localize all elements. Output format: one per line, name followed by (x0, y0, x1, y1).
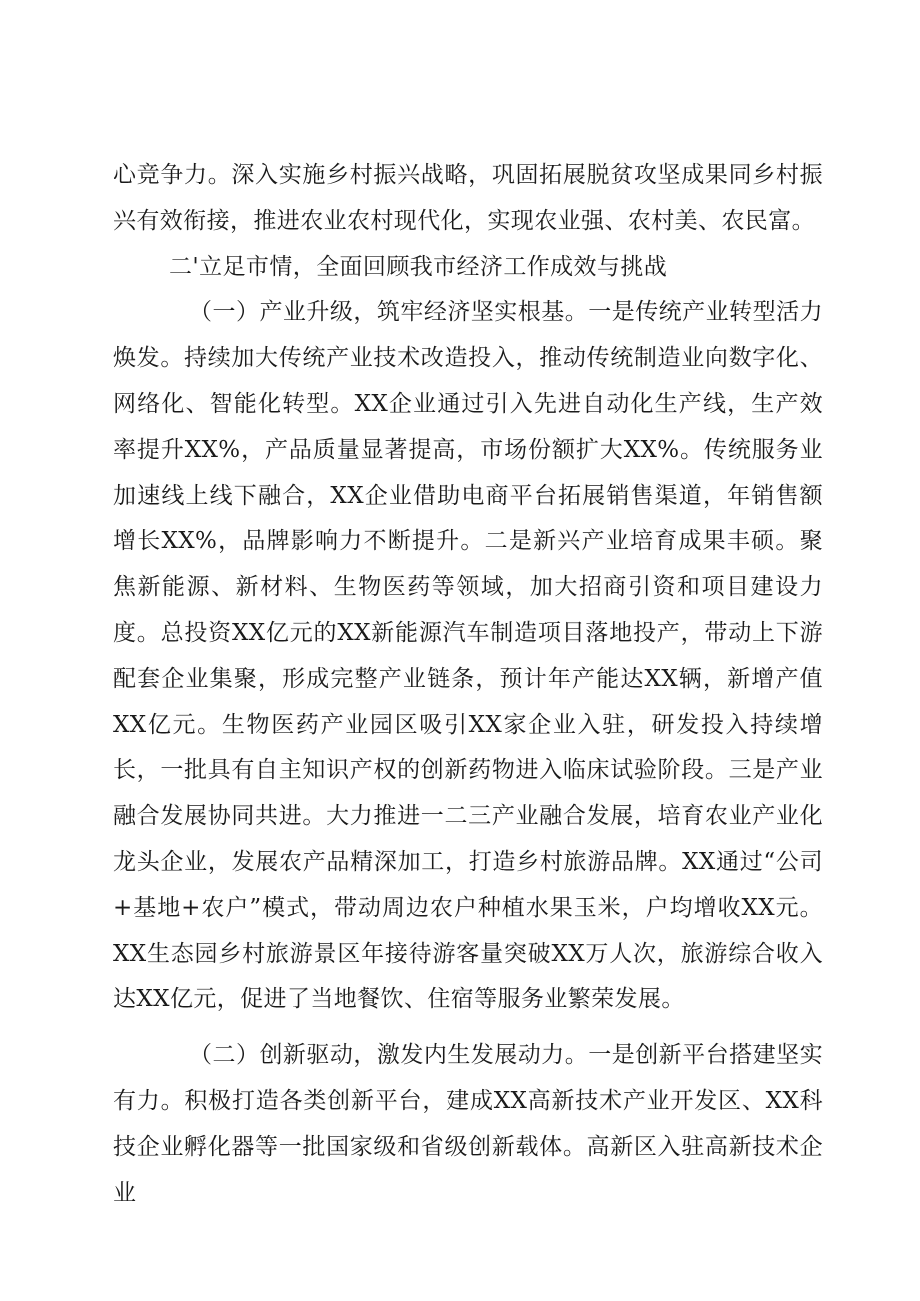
paragraph-continuation: 心竞争力。深入实施乡村振兴战略，巩固拓展脱贫攻坚成果同乡村振兴有效衔接，推进农业农村现代化，实现农业强、农村美、农民富。 (113, 162, 823, 234)
section-heading: 二'立足市情，全面回顾我市经济工作成效与挑战 (169, 253, 668, 280)
document-body (113, 153, 823, 1216)
paragraph-industry-upgrade: （一）产业升级，筑牢经济坚实根基。一是传统产业转型活力焕发。持续加大传统产业技术改造投入，推动传统制造业向数字化、网络化、智能化转型。XX企业通过引入先进自动化生产线，生产效率提升XX%，产品质量显著提高，市场份额扩大XX%。传统服务业加速线上线下融合，XX企业借助电商平台拓展销售渠道，年销售额增长XX%，品牌影响力不断提升。二是新兴产业培育成果丰硕。聚焦新能源、新材料、生物医药等领域，加大招商引资和项目建设力度。总投资XX亿元的XX新能源汽车制造项目落地投产，带动上下游配套企业集聚，形成完整产业链条，预计年产能达XX辆，新增产值XX亿元。生物医药产业园区吸引XX家企业入驻，研发投入持续增长，一批具有自主知识产权的创新药物进入临床试验阶段。三是产业融合发展协同共进。大力推进一二三产业融合发展，培育农业产业化龙头企业，发展农产品精深加工，打造乡村旅游品牌。XX通过“公司+基地+农户”模式，带动周边农户种植水果玉米，户均增收XX元。XX生态园乡村旅游景区年接待游客量突破XX万人次，旅游综合收入达XX亿元，促进了当地餐饮、住宿等服务业繁荣发展。 (113, 299, 823, 1013)
paragraph-innovation-driven: （二）创新驱动，激发内生发展动力。一是创新平台搭建坚实有力。积极打造各类创新平台，建成XX高新技术产业开发区、XX科技企业孵化器等一批国家级和省级创新载体。高新区入驻高新技术企业 (113, 1042, 823, 1206)
